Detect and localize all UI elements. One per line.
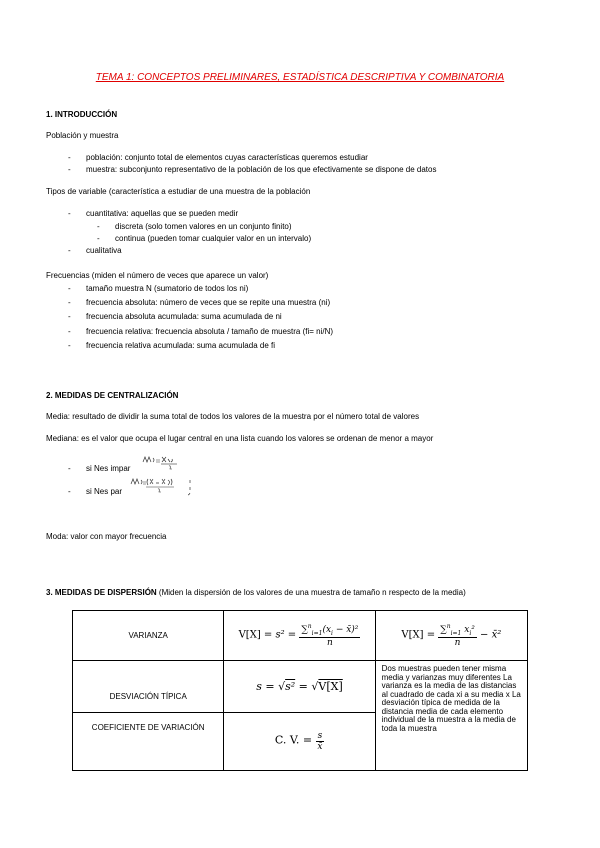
section-3-heading-bold: 3. MEDIDAS DE DISPERSIÓN [46,588,157,597]
list-item: continua (pueden tomar cualquier valor en un intervalo) [115,234,312,243]
bullet-dash: - [97,234,100,243]
bullet-dash: - [68,327,71,336]
bullet-dash: - [68,298,71,307]
bullet-dash: - [68,312,71,321]
section-3-heading-rest: (Miden la dispersión de los valores de una muestra de tamaño n respecto de la media) [156,588,466,597]
mediana-par-formula [130,476,198,498]
bullet-dash: - [68,165,71,174]
bullet-dash: - [97,222,100,231]
coeficiente-label: COEFICIENTE DE VARIACIÓN [73,713,224,771]
moda-definition: Moda: valor con mayor frecuencia [46,532,167,541]
desviacion-label: DESVIACIÓN TÍPICA [73,661,224,713]
coeficiente-formula: C. V. = $\frac{s}{x̄}$ [224,713,375,771]
bullet-dash: - [68,209,71,218]
frecuencias-title: Frecuencias (miden el número de veces que aparece un valor) [46,271,269,280]
bullet-dash: - [68,464,71,473]
mediana-impar-label: si Nes impar [86,464,131,473]
bullet-dash: - [68,246,71,255]
section-3-heading [46,588,466,597]
list-item: frecuencia absoluta: número de veces que se repite una muestra (ni) [86,298,331,307]
list-item: población: conjunto total de elementos cuyas características queremos estudiar [86,153,368,162]
poblacion-title: Población y muestra [46,131,119,140]
bullet-dash: - [68,153,71,162]
media-definition: Media: resultado de dividir la suma total de todos los valores de la muestra por el número total de valores [46,412,420,421]
list-item: frecuencia relativa acumulada: suma acumulada de fi [86,341,275,350]
list-item: frecuencia relativa: frecuencia absoluta / tamaño de muestra (fi= ni/N) [86,327,334,336]
dispersion-table [72,610,528,771]
bullet-dash: - [68,487,71,496]
section-1-heading: 1. INTRODUCCIÓN [46,110,118,119]
dispersion-notes-cell [375,661,527,771]
list-item: discreta (solo tomen valores en un conjunto finito) [115,222,292,231]
list-item: cualitativa [86,246,122,255]
dispersion-notes: Dos muestras pueden tener misma media y varianzas muy diferentes La varianza es la media de las distancias al cuadrado de cada xi a su media x La desviación típica de medida de la distancia media de cada elemento individual de la muestra a la media de toda la muestra [381,664,521,733]
mediana-par-label: si Nes par [86,487,123,496]
list-item: muestra: subconjunto representativo de la población de los que efectivamente se dispone de datos [86,165,437,174]
desviacion-formula: s = √s² = √V[X] [224,661,375,713]
varianza-label: VARIANZA [73,611,224,661]
page-title: TEMA 1: CONCEPTOS PRELIMINARES, ESTADÍSTICA DESCRIPTIVA Y COMBINATORIA [95,72,505,83]
bullet-dash: - [68,341,71,350]
mediana-definition: Mediana: es el valor que ocupa el lugar central en una lista cuando los valores se ordenan de menor a mayor [46,434,434,443]
list-item: cuantitativa: aquellas que se pueden medir [86,209,239,218]
tipos-title: Tipos de variable (característica a estudiar de una muestra de la población [46,187,311,196]
varianza-formula-2: V[X] = $\frac{\sum^n_{i=1} x_i^2}{n}$ − x̄² [375,611,527,661]
section-2-heading: 2. MEDIDAS DE CENTRALIZACIÓN [46,391,179,400]
bullet-dash: - [68,284,71,293]
list-item: frecuencia absoluta acumulada: suma acumulada de ni [86,312,282,321]
mediana-impar-formula [142,455,187,475]
varianza-formula-1: V[X] = s² = $\frac{\sum^n_{i=1}(x_i - x̄)^2}{n}$ [224,611,375,661]
list-item: tamaño muestra N (sumatorio de todos los ni) [86,284,249,293]
